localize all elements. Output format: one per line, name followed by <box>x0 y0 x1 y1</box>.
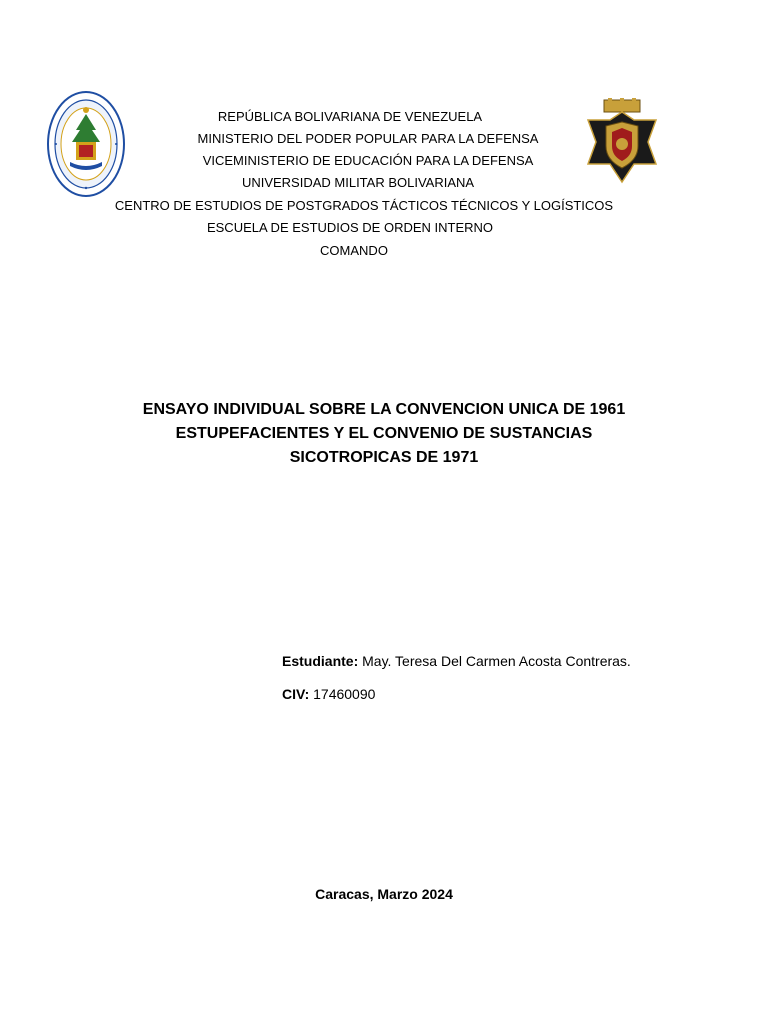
document-title-line-2: ESTUPEFACIENTES Y EL CONVENIO DE SUSTANCIAS <box>175 425 593 442</box>
student-value: May. Teresa Del Carmen Acosta Contreras. <box>358 653 631 669</box>
header-viceministry: VICEMINISTERIO DE EDUCACIÓN PARA LA DEFENSA <box>202 153 534 168</box>
header-postgrad-center: CENTRO DE ESTUDIOS DE POSTGRADOS TÁCTICOS TÉCNICOS Y LOGÍSTICOS <box>114 198 614 213</box>
header-school: ESCUELA DE ESTUDIOS DE ORDEN INTERNO <box>206 220 494 235</box>
header-program: COMANDO <box>320 243 388 258</box>
place-date: Caracas, Marzo 2024 <box>315 886 453 902</box>
document-title-line-3: SICOTROPICAS DE 1971 <box>289 449 479 466</box>
header-ministry: MINISTERIO DEL PODER POPULAR PARA LA DEFENSA <box>197 131 539 146</box>
student-field <box>282 652 631 670</box>
civ-value: 17460090 <box>309 686 376 702</box>
header-country: REPÚBLICA BOLIVARIANA DE VENEZUELA <box>217 109 483 124</box>
header-university: UNIVERSIDAD MILITAR BOLIVARIANA <box>241 175 475 190</box>
civ-label: CIV: <box>282 686 310 702</box>
student-label: Estudiante: <box>282 653 359 669</box>
civ-field <box>282 685 375 703</box>
document-title-line-1: ENSAYO INDIVIDUAL SOBRE LA CONVENCION UNICA DE 1961 <box>142 401 626 418</box>
